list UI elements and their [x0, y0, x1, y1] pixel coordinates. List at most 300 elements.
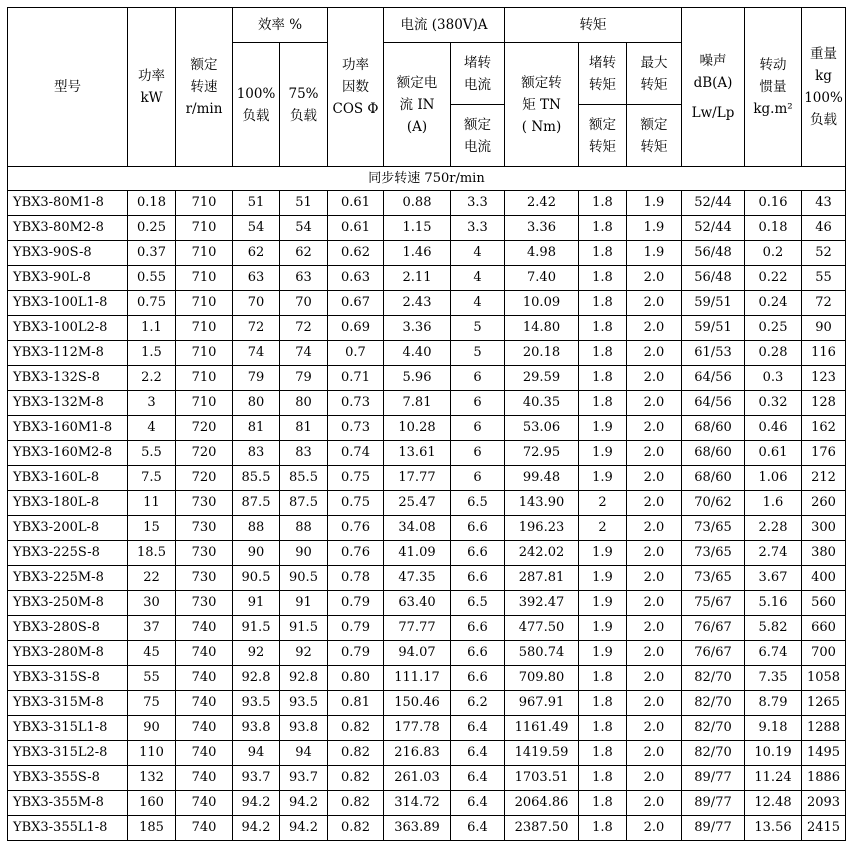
cell-eff-75: 94	[280, 741, 328, 766]
cell-locked-current-ratio: 5	[451, 341, 505, 366]
cell-power-factor: 0.79	[328, 616, 384, 641]
cell-weight: 212	[802, 466, 846, 491]
cell-rated-torque: 2064.86	[505, 791, 579, 816]
cell-model: YBX3-80M1-8	[8, 191, 128, 216]
cell-power-factor: 0.61	[328, 216, 384, 241]
cell-model: YBX3-225M-8	[8, 566, 128, 591]
header-eff-100: 100% 负载	[233, 43, 280, 167]
cell-locked-torque-ratio: 1.8	[579, 666, 627, 691]
cell-weight: 46	[802, 216, 846, 241]
cell-eff-100: 85.5	[233, 466, 280, 491]
cell-power: 1.1	[128, 316, 176, 341]
cell-max-torque-ratio: 2.0	[627, 766, 682, 791]
cell-inertia: 10.19	[745, 741, 802, 766]
cell-power-factor: 0.71	[328, 366, 384, 391]
cell-power-factor: 0.81	[328, 691, 384, 716]
cell-eff-75: 93.8	[280, 716, 328, 741]
cell-rated-current: 25.47	[384, 491, 451, 516]
header-locked-torque-top: 堵转 转矩	[579, 43, 627, 105]
cell-weight: 400	[802, 566, 846, 591]
cell-noise: 82/70	[682, 666, 745, 691]
cell-power-factor: 0.79	[328, 591, 384, 616]
cell-weight: 176	[802, 441, 846, 466]
cell-locked-torque-ratio: 1.8	[579, 191, 627, 216]
cell-rated-speed: 730	[176, 591, 233, 616]
cell-eff-100: 90.5	[233, 566, 280, 591]
cell-locked-current-ratio: 6.4	[451, 791, 505, 816]
cell-max-torque-ratio: 2.0	[627, 666, 682, 691]
cell-eff-100: 81	[233, 416, 280, 441]
cell-model: YBX3-355S-8	[8, 766, 128, 791]
cell-locked-current-ratio: 3.3	[451, 191, 505, 216]
cell-noise: 73/65	[682, 516, 745, 541]
cell-locked-current-ratio: 4	[451, 241, 505, 266]
cell-model: YBX3-315L2-8	[8, 741, 128, 766]
cell-model: YBX3-355L1-8	[8, 816, 128, 841]
cell-model: YBX3-80M2-8	[8, 216, 128, 241]
cell-power: 30	[128, 591, 176, 616]
cell-rated-current: 363.89	[384, 816, 451, 841]
cell-power-factor: 0.82	[328, 716, 384, 741]
cell-rated-speed: 710	[176, 191, 233, 216]
cell-rated-speed: 710	[176, 266, 233, 291]
table-row	[8, 316, 846, 341]
cell-noise: 59/51	[682, 291, 745, 316]
cell-power: 37	[128, 616, 176, 641]
cell-max-torque-ratio: 2.0	[627, 516, 682, 541]
cell-eff-100: 63	[233, 266, 280, 291]
cell-model: YBX3-315M-8	[8, 691, 128, 716]
cell-rated-torque: 40.35	[505, 391, 579, 416]
cell-rated-current: 3.36	[384, 316, 451, 341]
cell-weight: 1058	[802, 666, 846, 691]
header-rated-speed: 额定 转速 r/min	[176, 8, 233, 167]
cell-locked-torque-ratio: 1.8	[579, 766, 627, 791]
cell-eff-75: 85.5	[280, 466, 328, 491]
cell-locked-current-ratio: 6	[451, 366, 505, 391]
table-row	[8, 191, 846, 216]
cell-rated-torque: 242.02	[505, 541, 579, 566]
cell-inertia: 0.2	[745, 241, 802, 266]
cell-power: 0.55	[128, 266, 176, 291]
header-max-torque-top: 最大 转矩	[627, 43, 682, 105]
cell-rated-current: 2.43	[384, 291, 451, 316]
cell-power: 0.75	[128, 291, 176, 316]
cell-power-factor: 0.82	[328, 816, 384, 841]
cell-weight: 1265	[802, 691, 846, 716]
cell-eff-75: 87.5	[280, 491, 328, 516]
cell-power-factor: 0.75	[328, 466, 384, 491]
cell-power-factor: 0.79	[328, 641, 384, 666]
cell-weight: 380	[802, 541, 846, 566]
cell-max-torque-ratio: 2.0	[627, 616, 682, 641]
cell-power-factor: 0.80	[328, 666, 384, 691]
cell-power: 90	[128, 716, 176, 741]
cell-eff-75: 51	[280, 191, 328, 216]
cell-inertia: 0.22	[745, 266, 802, 291]
cell-weight: 660	[802, 616, 846, 641]
cell-max-torque-ratio: 2.0	[627, 566, 682, 591]
cell-eff-100: 92.8	[233, 666, 280, 691]
cell-rated-torque: 72.95	[505, 441, 579, 466]
cell-noise: 89/77	[682, 791, 745, 816]
cell-model: YBX3-160M1-8	[8, 416, 128, 441]
cell-max-torque-ratio: 2.0	[627, 591, 682, 616]
cell-locked-current-ratio: 6	[451, 441, 505, 466]
cell-rated-speed: 710	[176, 391, 233, 416]
cell-max-torque-ratio: 2.0	[627, 441, 682, 466]
cell-rated-torque: 53.06	[505, 416, 579, 441]
cell-rated-current: 41.09	[384, 541, 451, 566]
cell-rated-speed: 740	[176, 616, 233, 641]
cell-noise: 73/65	[682, 566, 745, 591]
cell-noise: 68/60	[682, 416, 745, 441]
cell-inertia: 0.16	[745, 191, 802, 216]
cell-locked-current-ratio: 6	[451, 391, 505, 416]
cell-inertia: 0.46	[745, 416, 802, 441]
cell-rated-torque: 14.80	[505, 316, 579, 341]
table-row	[8, 691, 846, 716]
cell-max-torque-ratio: 2.0	[627, 391, 682, 416]
cell-noise: 73/65	[682, 541, 745, 566]
cell-weight: 2415	[802, 816, 846, 841]
cell-power: 18.5	[128, 541, 176, 566]
table-row	[8, 366, 846, 391]
spec-table-container	[7, 7, 846, 841]
header-locked-torque-bottom: 额定 转矩	[579, 105, 627, 167]
cell-rated-torque: 580.74	[505, 641, 579, 666]
cell-model: YBX3-250M-8	[8, 591, 128, 616]
cell-weight: 1288	[802, 716, 846, 741]
cell-power: 2.2	[128, 366, 176, 391]
cell-locked-current-ratio: 6.6	[451, 616, 505, 641]
cell-rated-speed: 740	[176, 691, 233, 716]
cell-eff-75: 91	[280, 591, 328, 616]
cell-eff-75: 90.5	[280, 566, 328, 591]
cell-noise: 76/67	[682, 616, 745, 641]
cell-rated-torque: 4.98	[505, 241, 579, 266]
cell-noise: 64/56	[682, 366, 745, 391]
cell-power: 7.5	[128, 466, 176, 491]
cell-noise: 75/67	[682, 591, 745, 616]
cell-max-torque-ratio: 1.9	[627, 216, 682, 241]
cell-power-factor: 0.67	[328, 291, 384, 316]
cell-power-factor: 0.74	[328, 441, 384, 466]
cell-model: YBX3-200L-8	[8, 516, 128, 541]
cell-locked-current-ratio: 6.4	[451, 741, 505, 766]
table-row	[8, 766, 846, 791]
table-row	[8, 591, 846, 616]
cell-model: YBX3-225S-8	[8, 541, 128, 566]
cell-rated-torque: 2387.50	[505, 816, 579, 841]
cell-inertia: 0.3	[745, 366, 802, 391]
cell-power-factor: 0.7	[328, 341, 384, 366]
cell-power-factor: 0.62	[328, 241, 384, 266]
table-row	[8, 341, 846, 366]
cell-noise: 89/77	[682, 766, 745, 791]
cell-rated-torque: 196.23	[505, 516, 579, 541]
cell-eff-100: 93.5	[233, 691, 280, 716]
cell-power: 0.37	[128, 241, 176, 266]
cell-rated-current: 5.96	[384, 366, 451, 391]
cell-rated-speed: 740	[176, 741, 233, 766]
cell-max-torque-ratio: 2.0	[627, 541, 682, 566]
cell-inertia: 2.74	[745, 541, 802, 566]
cell-eff-100: 94	[233, 741, 280, 766]
cell-rated-torque: 2.42	[505, 191, 579, 216]
cell-power: 110	[128, 741, 176, 766]
cell-noise: 82/70	[682, 716, 745, 741]
cell-eff-100: 91	[233, 591, 280, 616]
cell-locked-current-ratio: 6.4	[451, 816, 505, 841]
cell-eff-75: 63	[280, 266, 328, 291]
table-row	[8, 241, 846, 266]
cell-noise: 56/48	[682, 241, 745, 266]
cell-power: 0.25	[128, 216, 176, 241]
cell-rated-speed: 720	[176, 416, 233, 441]
cell-rated-speed: 740	[176, 641, 233, 666]
cell-max-torque-ratio: 2.0	[627, 291, 682, 316]
cell-power: 15	[128, 516, 176, 541]
cell-locked-torque-ratio: 1.9	[579, 566, 627, 591]
cell-locked-torque-ratio: 1.8	[579, 291, 627, 316]
cell-max-torque-ratio: 2.0	[627, 366, 682, 391]
header-current: 电流 (380V)A	[384, 8, 505, 43]
cell-locked-torque-ratio: 1.9	[579, 641, 627, 666]
cell-power-factor: 0.82	[328, 791, 384, 816]
cell-locked-current-ratio: 6.6	[451, 516, 505, 541]
cell-inertia: 13.56	[745, 816, 802, 841]
cell-rated-speed: 740	[176, 666, 233, 691]
cell-eff-75: 90	[280, 541, 328, 566]
cell-noise: 61/53	[682, 341, 745, 366]
cell-locked-torque-ratio: 1.8	[579, 816, 627, 841]
cell-eff-75: 62	[280, 241, 328, 266]
cell-locked-torque-ratio: 1.9	[579, 616, 627, 641]
cell-max-torque-ratio: 2.0	[627, 466, 682, 491]
table-row	[8, 816, 846, 841]
cell-model: YBX3-355M-8	[8, 791, 128, 816]
cell-power-factor: 0.73	[328, 391, 384, 416]
cell-locked-torque-ratio: 1.8	[579, 241, 627, 266]
cell-model: YBX3-90S-8	[8, 241, 128, 266]
cell-locked-torque-ratio: 1.8	[579, 316, 627, 341]
cell-rated-speed: 730	[176, 541, 233, 566]
cell-noise: 64/56	[682, 391, 745, 416]
cell-rated-current: 177.78	[384, 716, 451, 741]
cell-rated-current: 13.61	[384, 441, 451, 466]
cell-rated-torque: 99.48	[505, 466, 579, 491]
cell-model: YBX3-160M2-8	[8, 441, 128, 466]
cell-model: YBX3-180L-8	[8, 491, 128, 516]
cell-rated-current: 1.46	[384, 241, 451, 266]
cell-rated-speed: 720	[176, 441, 233, 466]
cell-noise: 89/77	[682, 816, 745, 841]
cell-rated-current: 10.28	[384, 416, 451, 441]
cell-inertia: 12.48	[745, 791, 802, 816]
cell-rated-torque: 7.40	[505, 266, 579, 291]
cell-model: YBX3-280M-8	[8, 641, 128, 666]
cell-rated-speed: 740	[176, 791, 233, 816]
cell-locked-current-ratio: 6	[451, 466, 505, 491]
cell-rated-torque: 709.80	[505, 666, 579, 691]
cell-locked-current-ratio: 6.4	[451, 716, 505, 741]
cell-locked-current-ratio: 6	[451, 416, 505, 441]
cell-eff-75: 91.5	[280, 616, 328, 641]
cell-weight: 2093	[802, 791, 846, 816]
cell-model: YBX3-112M-8	[8, 341, 128, 366]
table-row	[8, 541, 846, 566]
cell-max-torque-ratio: 2.0	[627, 641, 682, 666]
cell-power: 132	[128, 766, 176, 791]
cell-rated-current: 77.77	[384, 616, 451, 641]
cell-noise: 59/51	[682, 316, 745, 341]
cell-rated-current: 111.17	[384, 666, 451, 691]
cell-noise: 68/60	[682, 441, 745, 466]
cell-eff-100: 80	[233, 391, 280, 416]
cell-rated-current: 2.11	[384, 266, 451, 291]
header-noise: 噪声 dB(A) Lw/Lp	[682, 8, 745, 167]
cell-eff-75: 80	[280, 391, 328, 416]
cell-locked-torque-ratio: 1.8	[579, 216, 627, 241]
section-title: 同步转速 750r/min	[8, 167, 846, 191]
cell-power-factor: 0.78	[328, 566, 384, 591]
cell-locked-torque-ratio: 1.8	[579, 716, 627, 741]
cell-model: YBX3-280S-8	[8, 616, 128, 641]
cell-noise: 82/70	[682, 691, 745, 716]
cell-power-factor: 0.82	[328, 766, 384, 791]
cell-weight: 43	[802, 191, 846, 216]
cell-rated-speed: 730	[176, 566, 233, 591]
table-row	[8, 641, 846, 666]
cell-weight: 72	[802, 291, 846, 316]
cell-noise: 70/62	[682, 491, 745, 516]
table-body	[8, 191, 846, 841]
header-inertia: 转动 惯量 kg.m²	[745, 8, 802, 167]
cell-power-factor: 0.63	[328, 266, 384, 291]
cell-rated-speed: 730	[176, 491, 233, 516]
cell-locked-current-ratio: 6.5	[451, 591, 505, 616]
cell-rated-speed: 740	[176, 716, 233, 741]
cell-rated-speed: 740	[176, 816, 233, 841]
cell-rated-current: 1.15	[384, 216, 451, 241]
header-weight: 重量 kg 100% 负载	[802, 8, 846, 167]
table-row	[8, 491, 846, 516]
cell-eff-100: 72	[233, 316, 280, 341]
cell-locked-current-ratio: 6.4	[451, 766, 505, 791]
cell-rated-current: 0.88	[384, 191, 451, 216]
cell-eff-100: 54	[233, 216, 280, 241]
cell-power: 11	[128, 491, 176, 516]
cell-rated-current: 7.81	[384, 391, 451, 416]
cell-locked-torque-ratio: 1.9	[579, 541, 627, 566]
cell-rated-torque: 143.90	[505, 491, 579, 516]
header-rated-torque: 额定转 矩 TN ( Nm)	[505, 43, 579, 167]
cell-power: 22	[128, 566, 176, 591]
header-locked-current-top: 堵转 电流	[451, 43, 505, 105]
cell-inertia: 0.24	[745, 291, 802, 316]
cell-rated-current: 4.40	[384, 341, 451, 366]
cell-eff-75: 70	[280, 291, 328, 316]
table-row	[8, 291, 846, 316]
cell-locked-torque-ratio: 1.9	[579, 441, 627, 466]
cell-power-factor: 0.61	[328, 191, 384, 216]
cell-locked-torque-ratio: 1.9	[579, 416, 627, 441]
cell-locked-current-ratio: 6.6	[451, 541, 505, 566]
cell-weight: 560	[802, 591, 846, 616]
cell-max-torque-ratio: 2.0	[627, 791, 682, 816]
cell-noise: 82/70	[682, 741, 745, 766]
cell-eff-75: 92	[280, 641, 328, 666]
cell-noise: 68/60	[682, 466, 745, 491]
cell-weight: 90	[802, 316, 846, 341]
cell-model: YBX3-90L-8	[8, 266, 128, 291]
cell-locked-torque-ratio: 1.8	[579, 341, 627, 366]
cell-model: YBX3-160L-8	[8, 466, 128, 491]
cell-inertia: 5.82	[745, 616, 802, 641]
cell-weight: 123	[802, 366, 846, 391]
cell-noise: 56/48	[682, 266, 745, 291]
cell-noise: 76/67	[682, 641, 745, 666]
cell-model: YBX3-315L1-8	[8, 716, 128, 741]
cell-weight: 300	[802, 516, 846, 541]
cell-locked-torque-ratio: 1.8	[579, 791, 627, 816]
cell-locked-current-ratio: 6.6	[451, 666, 505, 691]
cell-rated-speed: 710	[176, 316, 233, 341]
cell-power-factor: 0.76	[328, 516, 384, 541]
cell-inertia: 5.16	[745, 591, 802, 616]
cell-eff-100: 88	[233, 516, 280, 541]
cell-power-factor: 0.73	[328, 416, 384, 441]
cell-eff-75: 93.7	[280, 766, 328, 791]
cell-rated-current: 63.40	[384, 591, 451, 616]
cell-rated-torque: 392.47	[505, 591, 579, 616]
table-row	[8, 416, 846, 441]
cell-locked-current-ratio: 6.2	[451, 691, 505, 716]
cell-model: YBX3-100L2-8	[8, 316, 128, 341]
cell-eff-100: 87.5	[233, 491, 280, 516]
cell-eff-75: 88	[280, 516, 328, 541]
cell-eff-100: 70	[233, 291, 280, 316]
table-row	[8, 516, 846, 541]
header-torque: 转矩	[505, 8, 682, 43]
cell-inertia: 0.32	[745, 391, 802, 416]
cell-eff-75: 81	[280, 416, 328, 441]
cell-locked-torque-ratio: 2	[579, 516, 627, 541]
cell-max-torque-ratio: 1.9	[627, 191, 682, 216]
cell-power-factor: 0.75	[328, 491, 384, 516]
cell-rated-torque: 477.50	[505, 616, 579, 641]
cell-weight: 55	[802, 266, 846, 291]
cell-rated-torque: 10.09	[505, 291, 579, 316]
cell-eff-100: 91.5	[233, 616, 280, 641]
cell-rated-torque: 20.18	[505, 341, 579, 366]
cell-inertia: 2.28	[745, 516, 802, 541]
table-row	[8, 216, 846, 241]
cell-rated-speed: 710	[176, 216, 233, 241]
cell-rated-current: 261.03	[384, 766, 451, 791]
cell-weight: 260	[802, 491, 846, 516]
cell-eff-100: 92	[233, 641, 280, 666]
cell-weight: 1495	[802, 741, 846, 766]
cell-locked-current-ratio: 6.5	[451, 491, 505, 516]
cell-max-torque-ratio: 2.0	[627, 266, 682, 291]
cell-eff-100: 62	[233, 241, 280, 266]
table-row	[8, 441, 846, 466]
cell-rated-current: 47.35	[384, 566, 451, 591]
cell-inertia: 0.25	[745, 316, 802, 341]
cell-power-factor: 0.82	[328, 741, 384, 766]
